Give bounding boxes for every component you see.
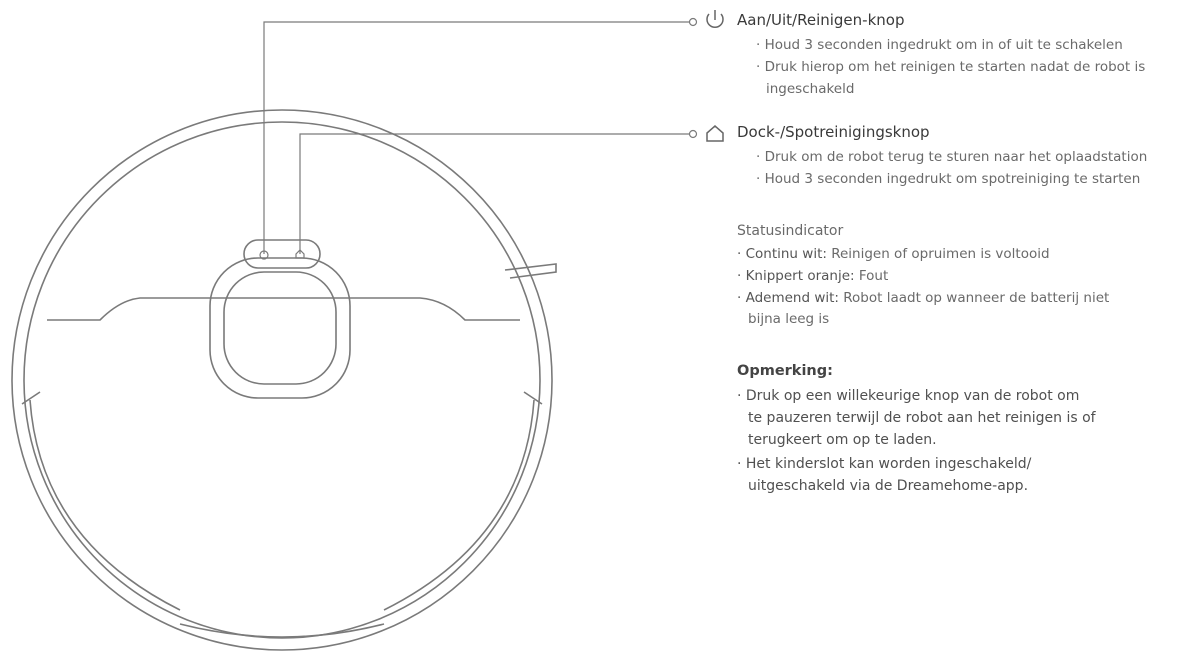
- status-item-3-text: Robot laadt op wanneer de batterij niet: [838, 290, 1110, 306]
- robot-outer-rim: [12, 110, 552, 650]
- note-line-1: · Druk op een willekeurige knop van de robot om: [737, 388, 1080, 404]
- callout-line-power: [264, 22, 690, 254]
- power-button-line-3: ingeschakeld: [766, 81, 855, 97]
- status-item-1: [737, 245, 1050, 264]
- callout-dot-dock: [690, 131, 697, 138]
- power-button-line-1: · Houd 3 seconden ingedrukt om in of uit te schakelen: [756, 37, 1123, 53]
- robot-lid-outline: [47, 298, 520, 320]
- dock-button-line-1: · Druk om de robot terug te sturen naar het oplaadstation: [756, 149, 1148, 165]
- power-button-title: Aan/Uit/Reinigen-knop: [737, 11, 905, 29]
- status-item-3-key: · Ademend wit:: [737, 290, 839, 306]
- status-title: Statusindicator: [737, 223, 844, 239]
- power-icon: [707, 10, 723, 27]
- status-item-2: [737, 267, 888, 286]
- status-item-2-key: · Knippert oranje:: [737, 268, 855, 284]
- callout-line-dock: [300, 134, 690, 254]
- status-item-1-key: · Continu wit:: [737, 246, 827, 262]
- laser-tower-outer: [210, 258, 350, 398]
- note-line-3: terugkeert om op te laden.: [748, 432, 937, 448]
- note-line-2: te pauzeren terwijl de robot aan het reinigen is of: [748, 410, 1096, 426]
- note-title: Opmerking:: [737, 363, 833, 379]
- button-panel: [244, 240, 320, 268]
- callout-dot-power: [690, 19, 697, 26]
- status-item-3-cont: bijna leeg is: [748, 311, 830, 327]
- note-line-4: · Het kinderslot kan worden ingeschakeld/: [737, 456, 1032, 472]
- dock-button-line-2: · Houd 3 seconden ingedrukt om spotreiniging te starten: [756, 171, 1141, 187]
- note-line-5: uitgeschakeld via de Dreamehome-app.: [748, 478, 1029, 494]
- dock-button-title: Dock-/Spotreinigingsknop: [737, 123, 930, 141]
- status-item-2-text: Fout: [854, 268, 889, 284]
- power-button-line-2: · Druk hierop om het reinigen te starten nadat de robot is: [756, 59, 1146, 75]
- robot-inner-rim: [24, 122, 540, 638]
- laser-tower-inner: [224, 272, 336, 384]
- home-icon: [707, 126, 723, 141]
- status-item-1-text: Reinigen of opruimen is voltooid: [826, 246, 1050, 262]
- status-item-3: [737, 289, 1109, 308]
